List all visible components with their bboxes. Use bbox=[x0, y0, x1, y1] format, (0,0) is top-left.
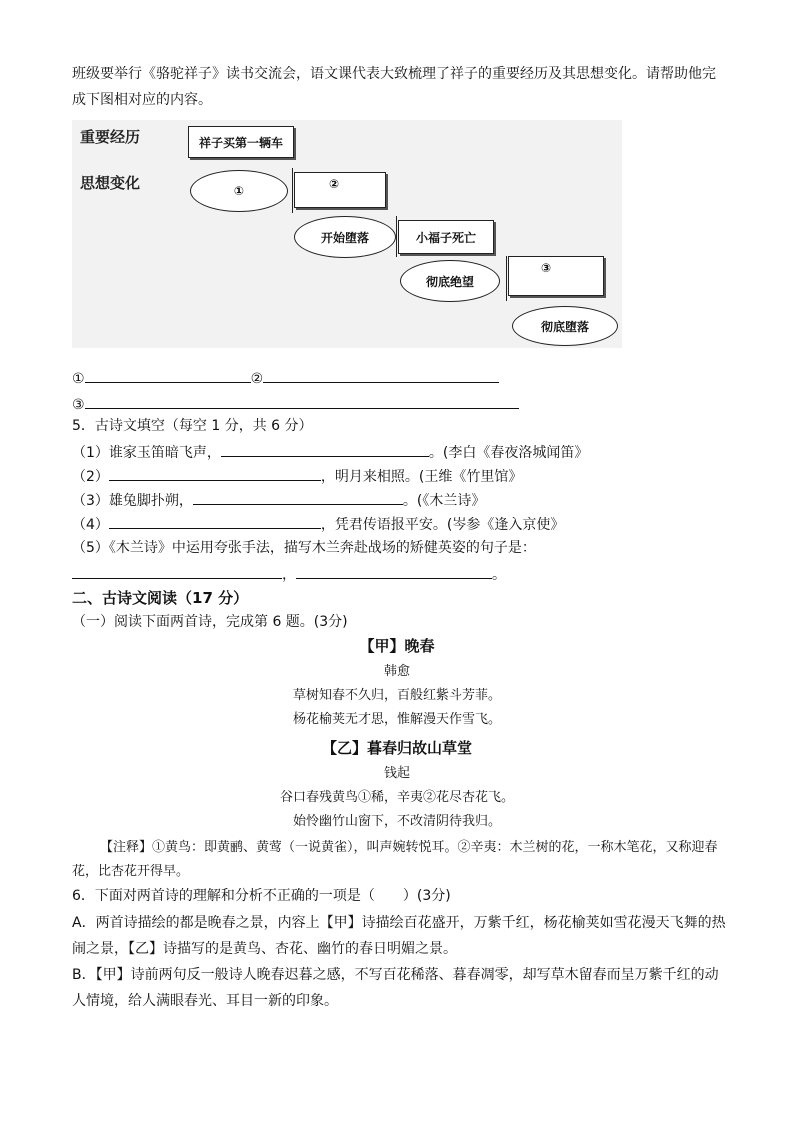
box-3: ③ bbox=[508, 256, 604, 296]
poem-b-line-1: 谷口春残黄鸟①稀，辛夷②花尽杏花飞。 bbox=[279, 790, 514, 805]
q6-option-a: A．两首诗描绘的都是晚春之景，内容上【甲】诗描绘百花盛开，万紫千红，杨花榆荚如雪花漫天飞舞的热闹之景，【乙】诗描写的是黄鸟、杏花、幽竹的春日明媚之景。 bbox=[72, 915, 726, 957]
q5-item-5-end: 。 bbox=[492, 567, 506, 583]
intro-line-1: 班级要举行《骆驼祥子》读书交流会，语文课代表大致梳理了祥子的重要经历及其思想变化。请帮助他完 bbox=[72, 66, 716, 82]
q5-title: 5．古诗文填空（每空 1 分，共 6 分） bbox=[72, 418, 313, 434]
oval-start-fall: 开始堕落 bbox=[294, 216, 396, 258]
poem-a-line-1: 草树知春不久归，百般红紫斗芳菲。 bbox=[292, 688, 501, 703]
intro-line-2: 成下图相对应的内容。 bbox=[72, 92, 212, 108]
answer-blank-2[interactable] bbox=[263, 366, 499, 383]
box-xiaofuzi: 小福子死亡 bbox=[398, 220, 494, 254]
q6-option-b: B．【甲】诗前两句反一般诗人晚春迟暮之感，不写百花稀落、暮春凋零，却写草木留春而呈万紫千红的动人情境，给人满眼春光、耳目一新的印象。 bbox=[72, 967, 719, 1009]
answer-blank-1[interactable] bbox=[85, 366, 251, 383]
answer-label-3: ③ bbox=[72, 397, 85, 413]
q5-blank-2[interactable] bbox=[109, 464, 321, 481]
poem-b-line-2: 始怜幽竹山窗下，不改清阴待我归。 bbox=[292, 814, 501, 829]
poem-a-title: 【甲】晚春 bbox=[359, 637, 435, 655]
oval-1: ① bbox=[190, 170, 288, 212]
box-2: ② bbox=[294, 172, 386, 208]
q5-item-5: （5）《木兰诗》中运用夸张手法，描写木兰奔赴战场的矫健英姿的句子是： bbox=[72, 540, 536, 556]
q5-item-2-source: ，明月来相照。(王维《竹里馆》 bbox=[320, 469, 523, 485]
q5-item-3-source: 。(《木兰诗》 bbox=[402, 493, 486, 509]
label-thought: 思想变化 bbox=[80, 174, 141, 192]
q5-item-1-source: 。(李白《春夜洛城闻笛》 bbox=[428, 445, 589, 461]
q5-item-5-answers bbox=[72, 562, 506, 585]
q5-item-2-text: （2） bbox=[72, 469, 109, 485]
step-line-1 bbox=[292, 168, 293, 213]
oval-fallen: 彻底堕落 bbox=[512, 306, 618, 346]
label-experience: 重要经历 bbox=[80, 128, 141, 146]
poem-b-title: 【乙】暮春归故山草堂 bbox=[321, 739, 472, 757]
section-2-sub: （一）阅读下面两首诗，完成第 6 题。(3分) bbox=[72, 614, 348, 630]
q5-item-4-source: ，凭君传语报平安。(岑参《逢入京使》 bbox=[320, 517, 565, 533]
step-line-2 bbox=[396, 216, 397, 257]
answer-label-2: ② bbox=[250, 371, 264, 387]
q5-item-5-comma: ， bbox=[282, 567, 296, 583]
q5-blank-5a[interactable] bbox=[72, 562, 282, 579]
q5-item-2 bbox=[72, 464, 522, 487]
answer-row-2 bbox=[72, 392, 519, 415]
step-line-3 bbox=[506, 256, 507, 301]
q5-item-1 bbox=[72, 440, 588, 463]
q5-blank-4[interactable] bbox=[109, 512, 321, 529]
q5-blank-1[interactable] bbox=[221, 440, 429, 457]
q6-stem: 6．下面对两首诗的理解和分析不正确的一项是（ ）(3分) bbox=[72, 888, 451, 904]
flow-diagram bbox=[72, 120, 622, 348]
poem-a-author: 韩愈 bbox=[383, 664, 410, 679]
q5-item-4-text: （4） bbox=[72, 517, 109, 533]
poem-a-line-2: 杨花榆荚无才思，惟解漫天作雪飞。 bbox=[292, 712, 501, 727]
box-first-car: 祥子买第一辆车 bbox=[188, 126, 294, 158]
q5-item-4 bbox=[72, 512, 564, 535]
poem-b-author: 钱起 bbox=[383, 766, 410, 781]
q5-blank-5b[interactable] bbox=[296, 562, 492, 579]
poem-note: 【注释】①黄鸟：即黄鹂、黄莺（一说黄雀），叫声婉转悦耳。②辛夷：木兰树的花，一称木笔花，又称迎春花，比杏花开得早。 bbox=[72, 840, 718, 879]
answer-blank-3[interactable] bbox=[85, 392, 519, 409]
q5-item-3-text: （3）雄兔脚扑朔， bbox=[72, 493, 193, 509]
answer-row-1 bbox=[72, 366, 499, 389]
q5-item-1-text: （1）谁家玉笛暗飞声， bbox=[72, 445, 221, 461]
oval-despair: 彻底绝望 bbox=[400, 260, 500, 302]
section-2-title: 二、古诗文阅读（17 分） bbox=[72, 589, 249, 607]
q5-blank-3[interactable] bbox=[193, 488, 403, 505]
q5-item-3 bbox=[72, 488, 485, 511]
answer-label-1: ① bbox=[72, 371, 85, 387]
